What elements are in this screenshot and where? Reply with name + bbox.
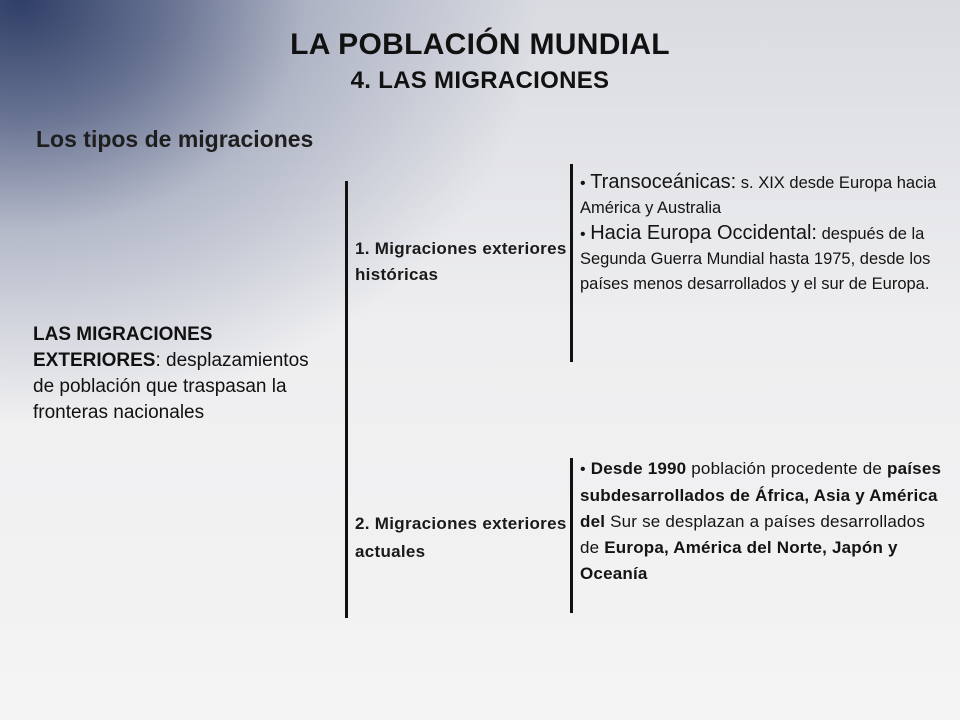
- definition-text: desplazamientos de población que traspasan la fronteras nacionales: [33, 350, 309, 423]
- item-lead: Hacia Europa Occidental:: [590, 222, 817, 244]
- definition-block: [33, 322, 333, 426]
- list-item: [580, 170, 942, 221]
- item-text: s. XIX desde Europa hacia América y Australia: [580, 174, 937, 217]
- text-segment: población procedente de: [691, 459, 883, 478]
- text-bold-origin: países subdesarrollados de África, Asia y América del: [580, 459, 942, 531]
- definition-colon: :: [155, 350, 161, 371]
- item-lead: Transoceánicas:: [590, 171, 737, 193]
- historic-bracket-line: [570, 164, 573, 362]
- text-bold-destination: Europa, América del Norte, Japón y Oceanía: [580, 538, 898, 583]
- bullet-icon: •: [580, 226, 586, 243]
- current-bracket-line: [570, 458, 573, 613]
- main-bracket-line: [345, 181, 348, 618]
- bullet-icon: •: [580, 461, 586, 478]
- section-heading: Los tipos de migraciones: [36, 126, 314, 152]
- category-label-historic: 1. Migraciones exteriores históricas: [355, 239, 567, 284]
- historic-migrations-list: [580, 170, 942, 297]
- page-title: LA POBLACIÓN MUNDIAL: [290, 28, 670, 61]
- definition-term: LAS MIGRACIONES EXTERIORES: [33, 324, 213, 371]
- text-bold-date: Desde 1990: [590, 459, 687, 478]
- item-text: después de la Segunda Guerra Mundial hasta 1975, desde los países menos desarrollados y el sur de Europa.: [580, 225, 931, 293]
- category-label-current: 2. Migraciones exteriores actuales: [355, 514, 567, 561]
- text-segment: Sur se desplazan a países desarrollados de: [580, 512, 926, 557]
- bullet-icon: •: [580, 175, 586, 192]
- page-subtitle: 4. LAS MIGRACIONES: [350, 67, 610, 94]
- list-item: [580, 221, 942, 297]
- current-migrations-text: [580, 456, 942, 587]
